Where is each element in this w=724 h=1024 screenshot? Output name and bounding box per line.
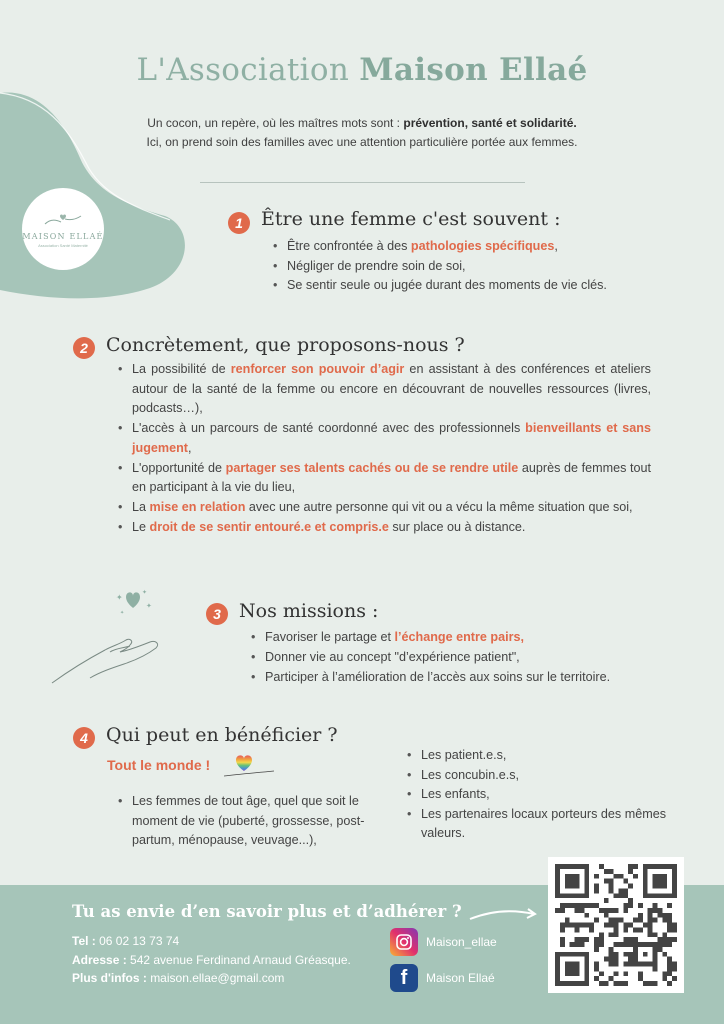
instagram-handle: Maison_ellae (426, 935, 497, 949)
divider (200, 182, 525, 183)
list-item: • Les partenaires locaux porteurs des mêmes valeurs. (407, 805, 667, 844)
section1-heading: Être une femme c'est souvent : (261, 208, 561, 230)
section4-subheading: Tout le monde ! (107, 757, 211, 773)
hand-heart-icon (50, 588, 170, 688)
intro-keywords: prévention, santé et solidarité. (403, 116, 577, 130)
rainbow-heart-icon (224, 752, 276, 782)
address-line: Adresse : 542 avenue Ferdinand Arnaud Gréasque. (72, 952, 351, 967)
facebook-link[interactable] (390, 964, 495, 992)
facebook-icon: f (390, 964, 418, 992)
list-item: • Les patient.e.s, (407, 746, 667, 766)
section3-list (251, 627, 671, 687)
list-item: • Les enfants, (407, 785, 667, 805)
intro-line2: Ici, on prend soin des familles avec une attention particulière portée aux femmes. (146, 135, 578, 149)
section4-heading: Qui peut en bénéficier ? (106, 724, 338, 746)
intro (80, 114, 644, 152)
section4-left-list (118, 792, 383, 851)
section2-heading: Concrètement, que proposons-nous ? (106, 334, 465, 356)
address: 542 avenue Ferdinand Arnaud Gréasque. (130, 952, 351, 967)
logo-name: MAISON ELLAÉ (22, 232, 104, 241)
title-prefix: L'Association (136, 52, 360, 88)
qr-code[interactable] (548, 857, 684, 993)
instagram-link[interactable] (390, 928, 497, 956)
section3-heading: Nos missions : (239, 600, 379, 622)
phone-number[interactable]: 06 02 13 73 74 (99, 934, 180, 948)
contact-info (72, 932, 351, 988)
instagram-icon (390, 928, 418, 956)
section3-number: 3 (206, 603, 228, 625)
svg-text:✦: ✦ (142, 589, 148, 596)
logo (22, 188, 104, 270)
list-item: • Être confrontée à des pathologies spécifiques, (273, 237, 673, 257)
phone-line: Tel : 06 02 13 73 74 (72, 934, 180, 948)
list-item: • Favoriser le partage et l’échange entre pairs, (251, 627, 671, 647)
list-item: • Négliger de prendre soin de soi, (273, 257, 673, 277)
hands-heart-icon (41, 210, 85, 230)
svg-text:✦: ✦ (146, 602, 152, 610)
info-line: Plus d'infos : maison.ellae@gmail.com (72, 971, 285, 985)
list-item: • L'accès à un parcours de santé coordonné avec des professionnels bienveillants et sans jugement, (118, 419, 651, 458)
list-item: • Se sentir seule ou jugée durant des moments de vie clés. (273, 276, 673, 296)
svg-text:✦: ✦ (120, 610, 125, 616)
intro-line1: Un cocon, un repère, où les maîtres mots sont : (147, 116, 404, 130)
footer-cta: Tu as envie d’en savoir plus et d’adhérer ? (72, 902, 462, 921)
svg-text:✦: ✦ (116, 593, 123, 602)
section2-number: 2 (73, 337, 95, 359)
section4-right-list (407, 746, 667, 844)
list-item: • Donner vie au concept "d’expérience patient", (251, 647, 671, 667)
section1-list (273, 237, 673, 296)
list-item: • La mise en relation avec une autre personne qui vit ou a vécu la même situation que soi, (118, 498, 651, 518)
section4-number: 4 (73, 727, 95, 749)
logo-tagline: Association Santé Maternité (38, 243, 88, 248)
title-brand: Maison Ellaé (359, 52, 588, 88)
list-item: • Les concubin.e.s, (407, 766, 667, 786)
section1-number: 1 (228, 212, 250, 234)
section2-list (118, 360, 651, 537)
list-item: • L'opportunité de partager ses talents cachés ou de se rendre utile auprès de femmes tout en participant à la vie du lieu, (118, 459, 651, 498)
list-item: • Les femmes de tout âge, quel que soit le moment de vie (puberté, grossesse, post-partum, ménopause, veuvage...), (118, 792, 383, 851)
list-item: • Le droit de se sentir entouré.e et compris.e sur place ou à distance. (118, 518, 651, 538)
email-link[interactable]: maison.ellae@gmail.com (150, 971, 285, 985)
facebook-name: Maison Ellaé (426, 971, 495, 985)
page-title (0, 52, 724, 88)
arrow-icon (468, 905, 540, 925)
qr-code-icon (555, 864, 677, 986)
list-item: • Participer à l’amélioration de l’accès aux soins sur le territoire. (251, 667, 671, 687)
list-item: • La possibilité de renforcer son pouvoir d’agir en assistant à des conférences et ateliers autour de la santé de la femme ou encore en découvrant de nouvelles ressources (livres, podcasts…), (118, 360, 651, 419)
